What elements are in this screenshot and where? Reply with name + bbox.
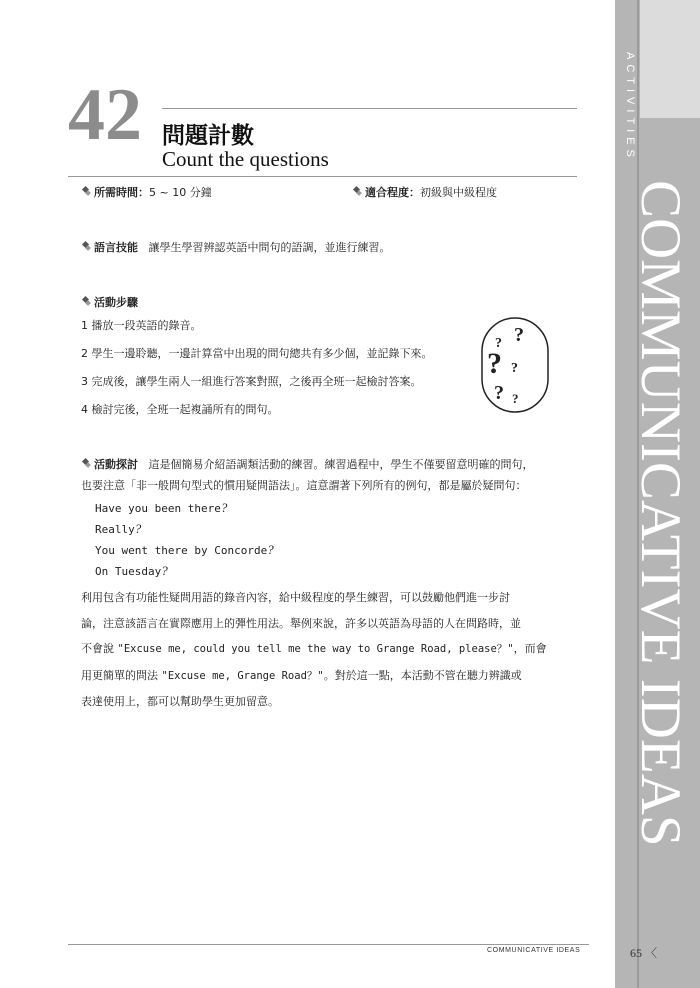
discussion-line: 也要注意「非一般問句型式的慣用疑問語法」。這意謂著下列所有的例句，都是屬於疑問句： [81, 479, 527, 492]
skill-label: 語言技能 [94, 241, 138, 254]
step-item: 4 檢討完後，全班一起複誦所有的問句。 [81, 403, 279, 416]
body-paragraph [81, 585, 565, 715]
step-item: 1 播放一段英語的錄音。 [81, 319, 202, 332]
discussion-line [81, 458, 534, 472]
question-mark-icon: ? [495, 336, 502, 351]
paragraph-text: ，而會 [513, 642, 547, 655]
page-number [630, 944, 657, 961]
paragraph-quote: "Excuse me, could you tell me the way to Grange Road, please？" [117, 643, 514, 655]
sidebar-section-label: ACTIVITIES [624, 52, 636, 162]
question-mark-icon: ? [487, 347, 502, 380]
example-sentence [95, 500, 227, 516]
activity-title-zh: 問題計數 [162, 122, 254, 149]
question-mark-icon: ? [511, 361, 518, 376]
example-mark: ? [161, 563, 168, 578]
step-item: 2 學生一邊聆聽，一邊計算當中出現的問句總共有多少個，並記錄下來。 [81, 347, 433, 360]
example-text: Have you been there [95, 502, 221, 515]
steps-heading [81, 296, 138, 310]
paragraph-line: 論，注意該語言在實際應用上的彈性用法。舉例來說，許多以英語為母語的人在問路時，並 [81, 616, 521, 630]
question-mark-icon: ? [512, 391, 519, 406]
example-sentence [95, 563, 168, 579]
diamond-bullet-icon [81, 242, 91, 252]
paragraph-line [81, 663, 565, 690]
sidebar-book-title: COMMUNICATIVE IDEAS [629, 180, 692, 847]
activity-number: 42 [68, 74, 142, 156]
question-marks-illustration [479, 315, 551, 415]
example-mark: ? [134, 521, 142, 536]
time-label: 所需時間： [94, 186, 149, 199]
meta-rule [68, 176, 577, 177]
diamond-bullet-icon [81, 459, 91, 469]
page-mark: 〈 [645, 946, 658, 960]
skill-text: 讓學生學習辨認英語中問句的語調，並進行練習。 [148, 241, 391, 254]
footer-rule [68, 944, 589, 945]
discussion-label: 活動探討 [94, 458, 138, 471]
level-label: 適合程度： [365, 186, 420, 199]
time-info [81, 186, 212, 200]
level-info [352, 186, 497, 200]
paragraph-line: 利用包含有功能性疑問用語的錄音內容，給中級程度的學生練習，可以鼓勵他們進一步討 [81, 591, 510, 604]
paragraph-text: 不會說 [81, 642, 118, 655]
paragraph-line [81, 636, 565, 663]
diamond-bullet-icon [352, 187, 362, 197]
example-text: You went there by Concorde [95, 544, 268, 557]
example-sentence [95, 521, 141, 537]
paragraph-text: 用更簡單的問法 [81, 668, 162, 682]
header-rule [162, 108, 577, 109]
activity-title-en: Count the questions [162, 147, 329, 171]
example-mark: ? [267, 542, 274, 557]
example-text: Really [95, 523, 135, 536]
paragraph-line: 表達使用上，都可以幫助學生更加留意。 [81, 695, 279, 708]
example-sentence [95, 542, 274, 558]
paragraph-quote: "Excuse me, Grange Road？" [161, 669, 324, 682]
question-mark-icon: ? [494, 382, 504, 404]
example-mark: ? [220, 500, 228, 515]
time-value: 5 ~ 10 分鐘 [149, 186, 212, 199]
step-item: 3 完成後，讓學生兩人一組進行答案對照，之後再全班一起檢討答案。 [81, 375, 422, 388]
level-value: 初級與中級程度 [420, 186, 497, 199]
footer-running-title: COMMUNICATIVE IDEAS [487, 947, 581, 954]
paragraph-text: 。對於這一點，本活動不管在聽力辨識或 [323, 668, 522, 682]
diamond-bullet-icon [81, 187, 91, 197]
example-text: On Tuesday [95, 565, 162, 578]
question-mark-icon: ? [514, 324, 524, 346]
discussion-text: 這是個簡易介紹語調類活動的練習。練習過程中，學生不僅要留意明確的問句， [148, 458, 534, 471]
skill-section [81, 241, 391, 255]
sidebar-top-block [640, 0, 700, 118]
steps-label: 活動步驟 [94, 296, 138, 309]
page-number-value: 65 [630, 946, 642, 960]
diamond-bullet-icon [81, 297, 91, 307]
